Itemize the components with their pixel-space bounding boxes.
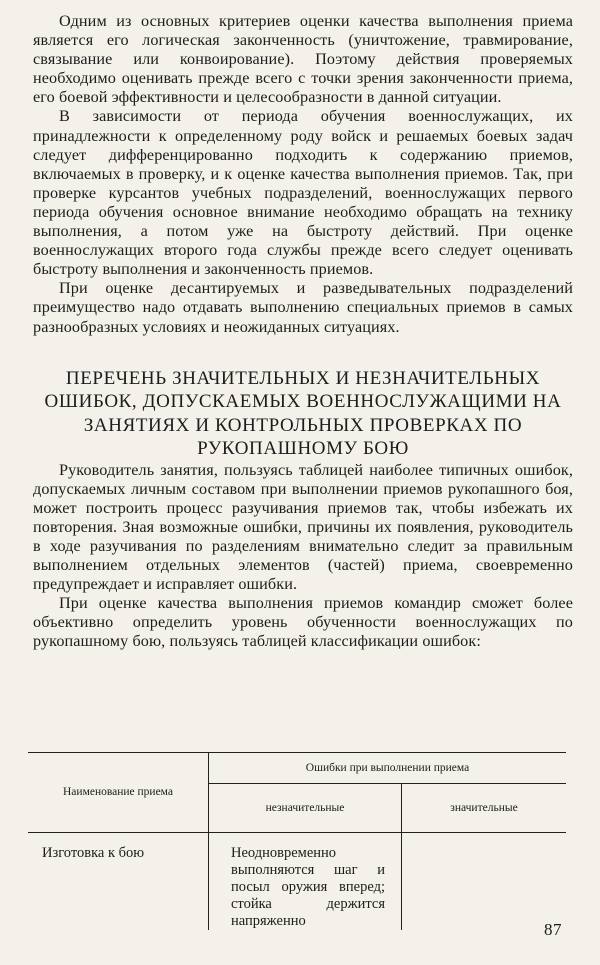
paragraph-3: При оценке десантируемых и разведывательных подразделений преимущество надо отдавать выполнению специальных приемов в самых разнообразных условиях и неожиданных ситуациях. bbox=[33, 279, 573, 336]
row-name: Изготовка к бою bbox=[42, 845, 145, 861]
row-minor-errors: Неодновременно выполняются шаг и посыл оружия вперед; стойка держится напряженно bbox=[209, 833, 402, 931]
paragraph-1: Одним из основных критериев оценки качества выполнения приема является его логическая законченность (уничтожение, травмирование, связывание или конвоирование). Поэтому действия проверяемых необходимо оценивать прежде всего с точки зрения законченности приема, его боевой эффективности и целесообразности в данной ситуации. bbox=[33, 12, 573, 107]
row-major-errors bbox=[402, 833, 567, 931]
table-row bbox=[28, 833, 566, 931]
errors-table bbox=[28, 752, 566, 930]
major-errors-header: значительные bbox=[402, 784, 567, 833]
errors-table-wrap bbox=[28, 752, 566, 930]
paragraph-2: В зависимости от периода обучения военнослужащих, их принадлежности к определенному роду войск и решаемых боевых задач следует дифференцированно подходить к содержанию приемов, включаемых в проверку, и к оценке качества выполнения приемов. Так, при проверке курсантов учебных подразделений, военнослужащих первого периода обучения основное внимание необходимо обращать на технику выполнения, а потом уже на быстроту действий. При оценке военнослужащих второго года службы прежде всего следует оценивать быстроту выполнения и законченность приемов. bbox=[33, 107, 573, 279]
section-heading: ПЕРЕЧЕНЬ ЗНАЧИТЕЛЬНЫХ И НЕЗНАЧИТЕЛЬНЫХ ОШИБОК, ДОПУСКАЕМЫХ ВОЕННОСЛУЖАЩИМИ НА ЗАНЯТИЯХ И КОНТРОЛЬНЫХ ПРОВЕРКАХ ПО РУКОПАШНОМУ БОЮ bbox=[44, 367, 562, 460]
paragraph-5: При оценке качества выполнения приемов командир сможет более объективно определить уровень обученности военнослужащих по рукопашному бою, пользуясь таблицей классификации ошибок: bbox=[33, 594, 573, 651]
paragraph-4: Руководитель занятия, пользуясь таблицей наиболее типичных ошибок, допускаемых личным составом при выполнении приемов рукопашного боя, может построить процесс разучивания приемов так, чтобы избежать их повторения. Зная возможные ошибки, причины их появления, руководитель в ходе разучивания по разделениям внимательно следит за правильным выполнением отдельных элементов (частей) приема, своевременно предупреждает и исправляет ошибки. bbox=[33, 460, 573, 594]
errors-group-header: Ошибки при выполнении приема bbox=[209, 753, 567, 784]
page-text bbox=[33, 12, 573, 652]
page-number: 87 bbox=[544, 920, 562, 939]
col-name-header: Наименование приема bbox=[28, 753, 209, 833]
minor-errors-header: незначительные bbox=[209, 784, 402, 833]
